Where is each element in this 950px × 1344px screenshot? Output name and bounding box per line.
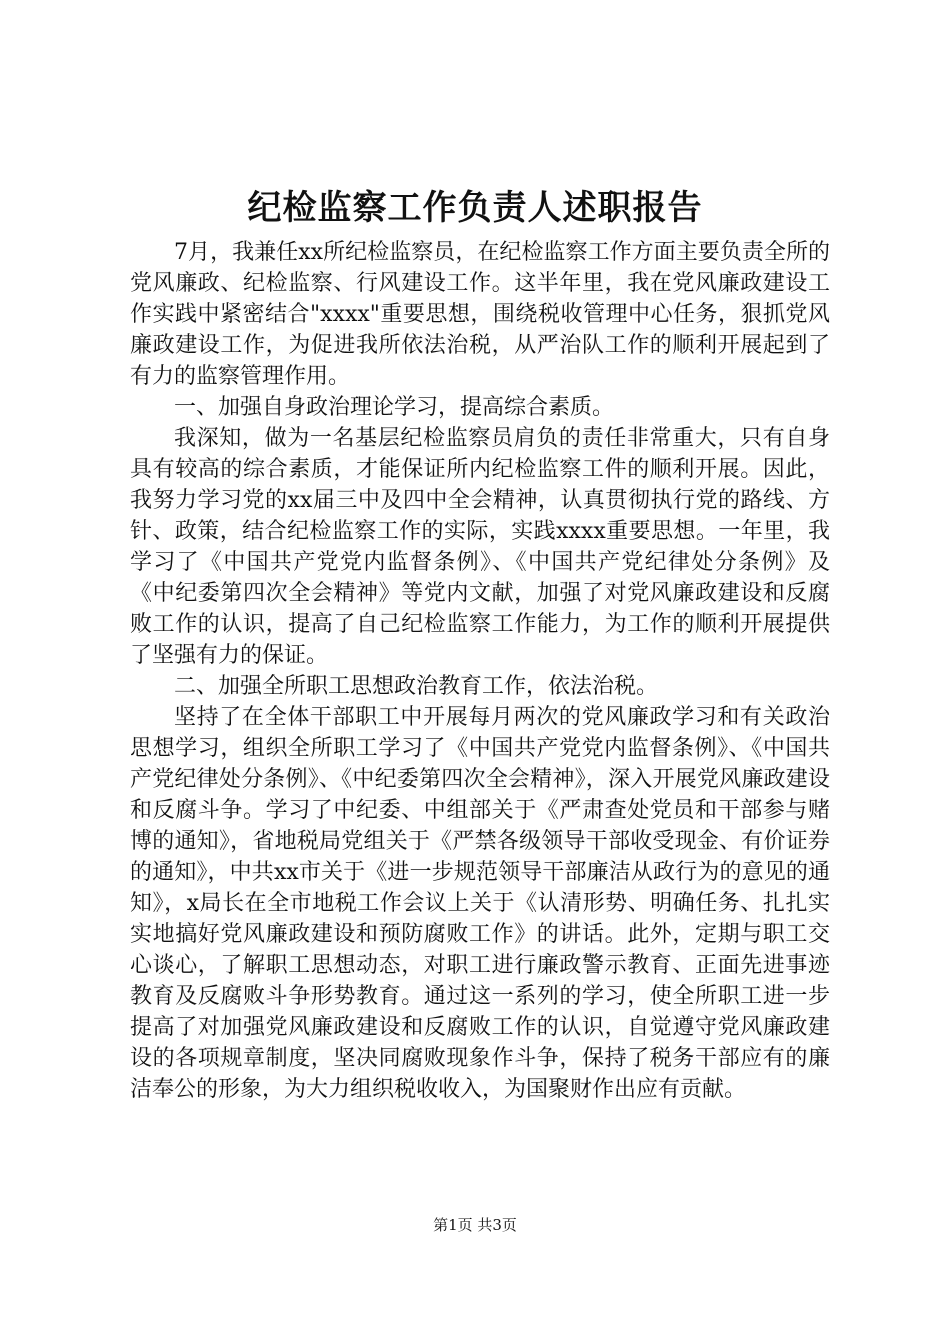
document-body bbox=[130, 237, 830, 1105]
body-paragraph: 坚持了在全体干部职工中开展每月两次的党风廉政学习和有关政治思想学习，组织全所职工学习了《中国共产党党内监督条例》、《中国共产党纪律处分条例》、《中纪委第四次全会精神》，深入开展党风廉政建设和反腐斗争。学习了中纪委、中组部关于《严肃查处党员和干部参与赌博的通知》，省地税局党组关于《严禁各级领导干部收受现金、有价证券的通知》，中共xx市关于《进一步规范领导干部廉洁从政行为的意见的通知》，x局长在全市地税工作会议上关于《认清形势、明确任务、扎扎实实地搞好党风廉政建设和预防腐败工作》的讲话。此外，定期与职工交心谈心，了解职工思想动态，对职工进行廉政警示教育、正面先进事迹教育及反腐败斗争形势教育。通过这一系列的学习，使全所职工进一步提高了对加强党风廉政建设和反腐败工作的认识，自觉遵守党风廉政建设的各项规章制度，坚决同腐败现象作斗争，保持了税务干部应有的廉洁奉公的形象，为大力组织税收收入，为国聚财作出应有贡献。 bbox=[130, 705, 830, 1102]
body-paragraph: 7月，我兼任xx所纪检监察员，在纪检监察工作方面主要负责全所的党风廉政、纪检监察、行风建设工作。这半年里，我在党风廉政建设工作实践中紧密结合"xxxx"重要思想，围绕税收管理中心任务，狠抓党风廉政建设工作，为促进我所依法治税，从严治队工作的顺利开展起到了有力的监察管理作用。 bbox=[130, 240, 830, 389]
section-heading: 一、加强自身政治理论学习，提高综合素质。 bbox=[174, 395, 615, 420]
section-heading: 二、加强全所职工思想政治教育工作，依法治税。 bbox=[174, 674, 659, 699]
document-title: 纪检监察工作负责人述职报告 bbox=[247, 188, 703, 228]
page-number-footer: 第1页 共3页 bbox=[433, 1216, 517, 1234]
body-paragraph: 我深知，做为一名基层纪检监察员肩负的责任非常重大，只有自身具有较高的综合素质，才能保证所内纪检监察工件的顺利开展。因此，我努力学习党的xx届三中及四中全会精神，认真贯彻执行党的路线、方针、政策，结合纪检监察工作的实际，实践xxxx重要思想。一年里，我学习了《中国共产党党内监督条例》、《中国共产党纪律处分条例》及《中纪委第四次全会精神》等党内文献，加强了对党风廉政建设和反腐败工作的认识，提高了自己纪检监察工作能力，为工作的顺利开展提供了坚强有力的保证。 bbox=[130, 426, 830, 668]
